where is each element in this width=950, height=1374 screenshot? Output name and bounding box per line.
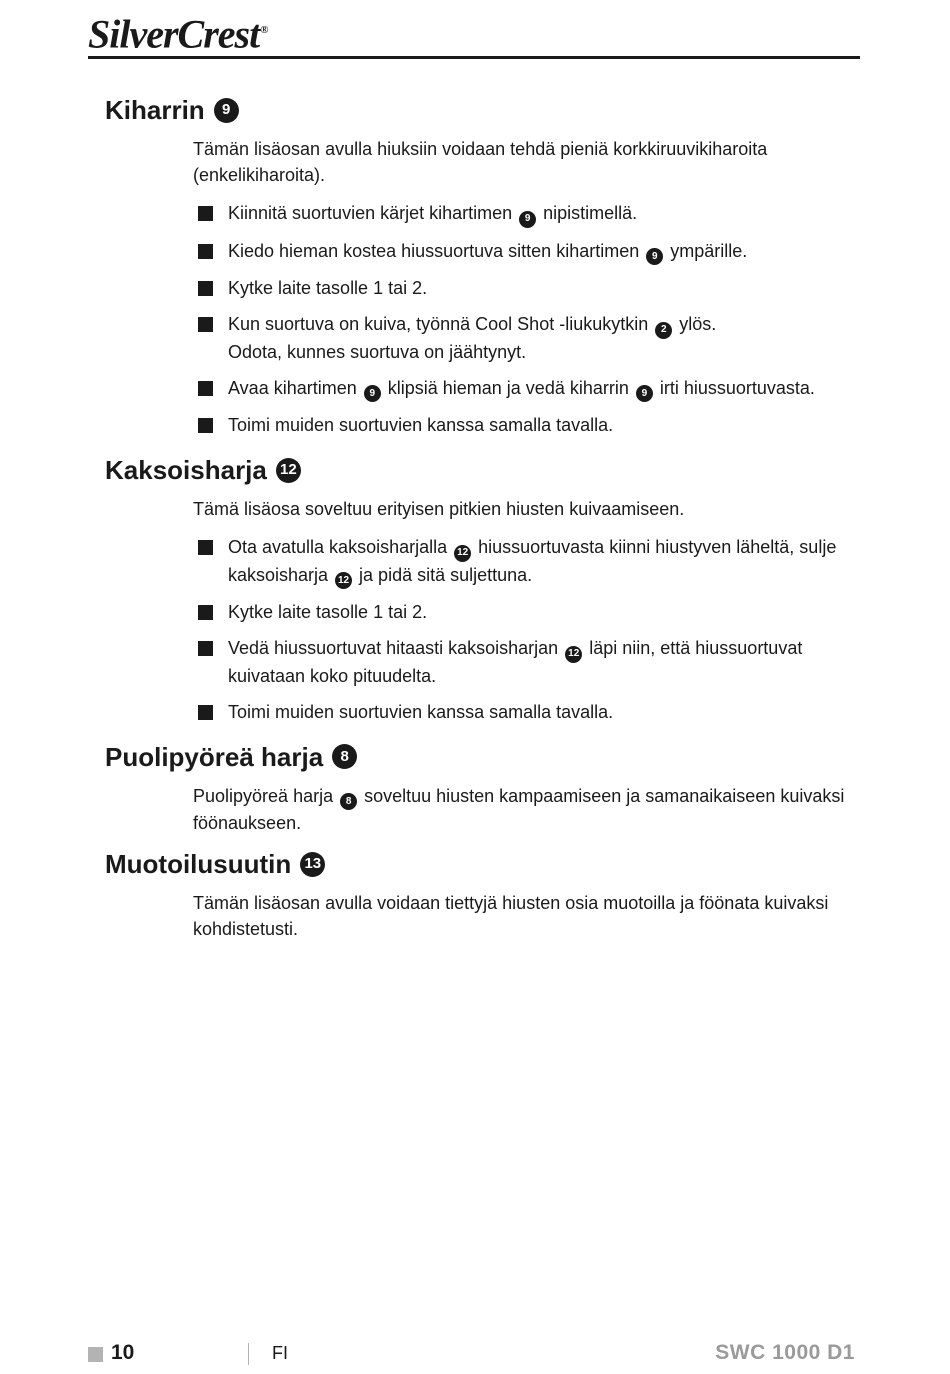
page-content — [0, 88, 950, 942]
bullet-square-icon — [198, 540, 213, 555]
section-title-text: Muotoilusuutin — [105, 849, 292, 879]
item-text: läpi niin, että hiussuortuvat kuivataan koko pituudelta. — [228, 638, 803, 686]
section-title — [105, 448, 950, 492]
item-text: Toimi muiden suortuvien kanssa samalla tavalla. — [228, 415, 614, 435]
footer-square-icon — [88, 1347, 103, 1362]
item-text: Kun suortuva on kuiva, työnnä Cool Shot -liukukytkin — [228, 314, 654, 334]
bullet-square-icon — [198, 641, 213, 656]
bullet-square-icon — [198, 317, 213, 332]
item-text: Avaa kihartimen — [228, 377, 362, 398]
item-text: Vedä hiussuortuvat hitaasti kaksoisharjan — [228, 638, 564, 658]
list-item — [198, 412, 860, 438]
list-item — [198, 534, 860, 589]
item-text: ja pidä sitä suljettuna. — [354, 564, 533, 585]
registered-mark: ® — [260, 24, 268, 36]
list-item — [198, 275, 860, 301]
section-puolipyorea-harja — [0, 735, 950, 843]
list-item — [198, 311, 860, 365]
intro-text: Puolipyöreä harja — [193, 785, 339, 806]
section-title-text: Puolipyöreä harja — [105, 741, 324, 772]
section-title-text: Kiharrin — [105, 95, 205, 125]
reference-number-icon: 9 — [364, 385, 381, 402]
reference-number-icon: 2 — [655, 322, 672, 339]
bullet-square-icon — [198, 605, 213, 620]
reference-number-icon: 8 — [332, 744, 357, 769]
section-title — [105, 88, 950, 132]
reference-number-icon: 12 — [276, 458, 301, 483]
reference-number-icon: 12 — [335, 572, 352, 589]
list-item — [198, 699, 860, 725]
item-text: ylös. — [674, 314, 717, 334]
bullet-square-icon — [198, 381, 213, 396]
section-intro: Tämän lisäosan avulla hiuksiin voidaan tehdä pieniä korkkiruuvikiharoita (enkelikiharoita). — [193, 139, 768, 185]
list-item — [198, 238, 860, 266]
bullet-square-icon — [198, 418, 213, 433]
reference-number-icon: 9 — [636, 385, 653, 402]
list-item — [198, 635, 860, 689]
bullet-square-icon — [198, 281, 213, 296]
item-text: Kiinnitä suortuvien kärjet kihartimen — [228, 203, 518, 223]
item-text: irti hiussuortuvasta. — [654, 377, 815, 398]
bullet-square-icon — [198, 206, 213, 221]
section-kiharrin — [0, 88, 950, 438]
item-text: Kytke laite tasolle 1 tai 2. — [228, 602, 428, 622]
section-title — [105, 735, 950, 779]
list-item — [198, 599, 860, 625]
reference-number-icon: 12 — [454, 545, 471, 562]
list-item — [198, 375, 860, 403]
reference-number-icon: 9 — [519, 211, 536, 228]
brand-logo — [88, 8, 267, 56]
item-text: nipistimellä. — [538, 203, 638, 223]
item-text: Kytke laite tasolle 1 tai 2. — [228, 278, 428, 298]
bullet-square-icon — [198, 705, 213, 720]
reference-number-icon: 9 — [646, 248, 663, 265]
bullet-square-icon — [198, 244, 213, 259]
section-intro: Tämän lisäosan avulla voidaan tiettyjä hiusten osia muotoilla ja föönata kuivaksi kohdistetusti. — [193, 893, 829, 939]
item-text: ympärille. — [665, 240, 748, 261]
item-text: Ota avatulla kaksoisharjalla — [228, 537, 453, 557]
reference-number-icon: 9 — [214, 98, 239, 123]
reference-number-icon: 12 — [565, 646, 582, 663]
page-header — [88, 6, 860, 59]
reference-number-icon: 8 — [340, 793, 357, 810]
section-intro — [193, 783, 860, 837]
section-muotoilusuutin — [0, 842, 950, 942]
footer-divider — [248, 1343, 249, 1365]
model-number: SWC 1000 D1 — [715, 1341, 855, 1364]
list-item — [198, 200, 860, 228]
page-footer — [88, 1340, 855, 1370]
section-intro: Tämä lisäosa soveltuu erityisen pitkien hiusten kuivaamiseen. — [193, 499, 685, 519]
intro-text: soveltuu hiusten kampaamiseen ja samanaikaiseen kuivaksi föönaukseen. — [193, 785, 845, 833]
section-kaksoisharja — [0, 448, 950, 725]
instruction-list — [198, 200, 860, 438]
language-code: FI — [272, 1343, 288, 1363]
item-text: klipsiä hieman ja vedä kiharrin — [382, 377, 634, 398]
item-text: Odota, kunnes suortuva on jäähtynyt. — [228, 341, 527, 362]
instruction-list — [198, 534, 860, 725]
reference-number-icon: 13 — [300, 852, 325, 877]
brand-name: SilverCrest — [88, 11, 260, 57]
item-text: Toimi muiden suortuvien kanssa samalla tavalla. — [228, 701, 614, 722]
section-title — [105, 842, 950, 886]
item-text: Kiedo hieman kostea hiussuortuva sitten kihartimen — [228, 240, 645, 261]
header-rule — [88, 56, 860, 59]
item-text: hiussuortuvasta kiinni hiustyven läheltä, sulje kaksoisharja — [228, 537, 837, 585]
section-title-text: Kaksoisharja — [105, 455, 267, 485]
page-number: 10 — [111, 1341, 135, 1364]
